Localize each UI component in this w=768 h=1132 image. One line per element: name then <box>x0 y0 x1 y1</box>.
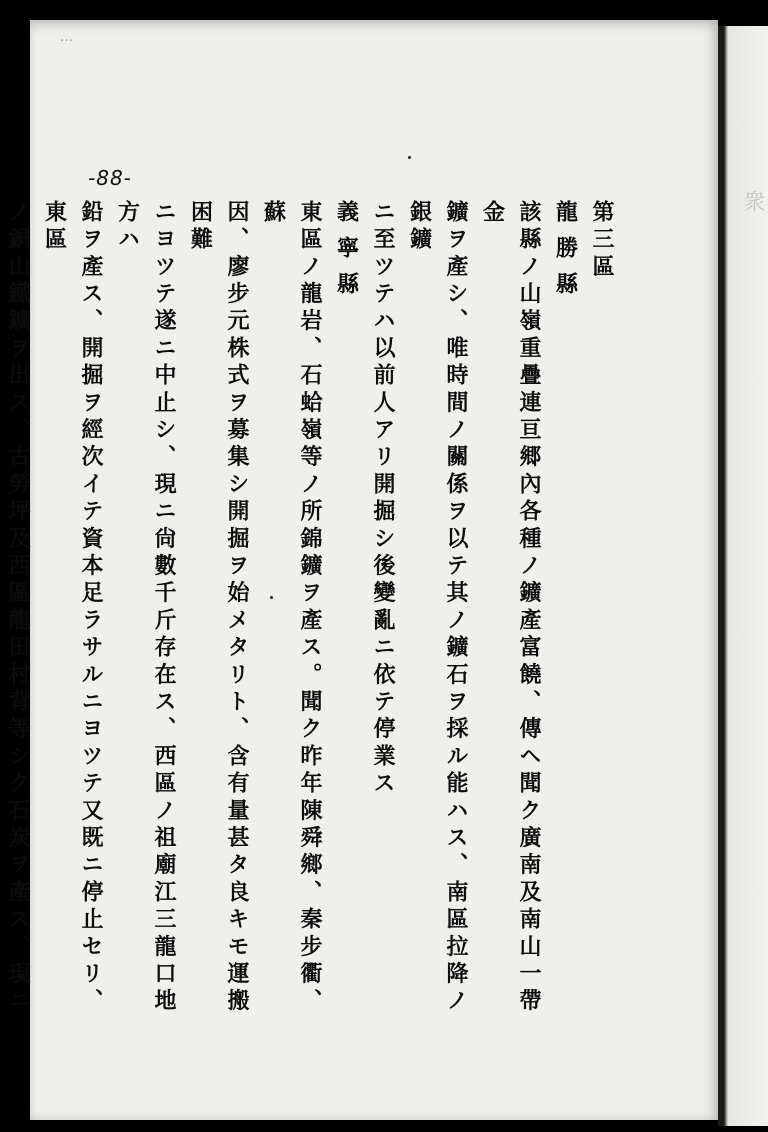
bleed-through-text: 衆 <box>740 190 765 215</box>
text-line: ニ至ツテハ以前人アリ開掘シ後變亂ニ依テ停業ス <box>370 200 396 799</box>
corner-stamp: … <box>60 30 76 45</box>
text-line: 該縣ノ山嶺重疊連亘郷內各種ノ鑛產富饒、傳ヘ聞ク廣南及南山一帶金 <box>479 200 542 1016</box>
text-line: 因、廖步元株式ヲ募集シ開掘ヲ始メタリト、含有量甚タ良キモ運搬困難 <box>187 200 250 1016</box>
text-line: ノ銅山鐵鑛ヲ出ス、古勞坪及西區龍田村背等シク石炭ヲ產ス、現ニ <box>5 200 31 1016</box>
text-line: 東區ノ龍岩、石蛤嶺等ノ所錦鑛ヲ產ス。聞ク昨年陳舜鄉、秦步衢、蘇 <box>260 200 323 1016</box>
page-number: -88- <box>88 166 132 190</box>
print-speck <box>408 156 411 159</box>
text-line: 鑛ヲ產シ、唯時間ノ關係ヲ以テ其ノ鑛石ヲ採ル能ハス、南區拉降ノ銀鑛 <box>406 200 469 1016</box>
section-heading: 第三區 <box>589 200 615 282</box>
text-line: ニヨツテ遂ニ中止シ、現ニ尙數千斤存在ス、西區ノ祖廟江三龍口地方ハ <box>114 200 177 1016</box>
text-line: 鉛ヲ產ス、開掘ヲ經次イテ資本足ラサルニヨツテ又既ニ停止セリ、東區 <box>41 200 104 1016</box>
county-heading-longsheng: 龍勝縣 <box>552 200 579 308</box>
print-speck <box>270 596 273 599</box>
county-heading-yining: 義寧縣 <box>333 200 360 308</box>
vertical-text-body <box>5 200 620 1040</box>
